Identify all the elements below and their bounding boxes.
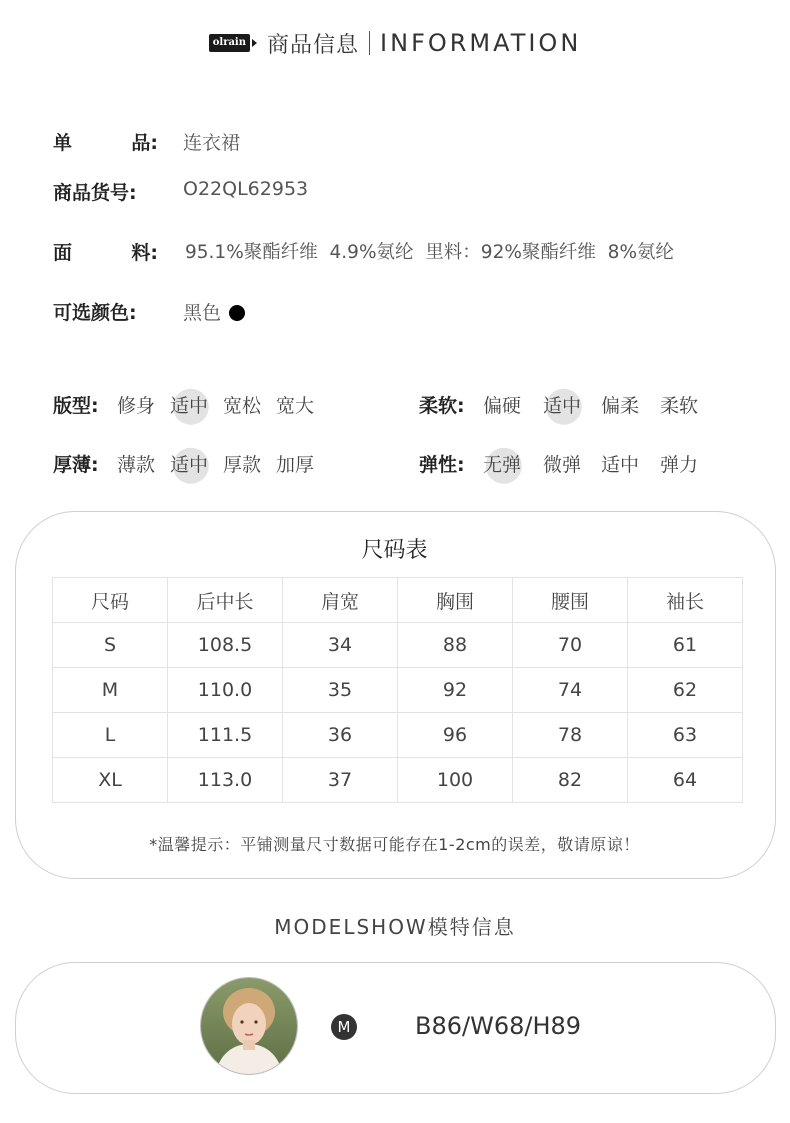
section-header (0, 26, 790, 60)
info-label-part: 料: (131, 242, 158, 264)
table-row (53, 668, 743, 713)
attr-label-elasticity: 弹性: (419, 454, 465, 476)
attr-option: 宽大 (276, 395, 315, 417)
table-row (53, 758, 743, 803)
table-cell: 36 (283, 713, 398, 758)
model-portrait-icon (201, 978, 297, 1074)
table-header-cell: 腰围 (513, 578, 628, 623)
table-cell: 100 (398, 758, 513, 803)
table-cell: 111.5 (168, 713, 283, 758)
table-cell: 34 (283, 623, 398, 668)
info-label-fabric (53, 238, 158, 265)
size-table (52, 577, 743, 803)
info-label-part: 商品货号: (53, 182, 137, 204)
table-cell: 35 (283, 668, 398, 713)
brand-logo (209, 34, 257, 52)
table-cell: M (53, 668, 168, 713)
table-cell: 92 (398, 668, 513, 713)
attr-option: 适中 (601, 454, 640, 476)
table-cell: 74 (513, 668, 628, 713)
table-cell: 70 (513, 623, 628, 668)
header-divider (369, 31, 370, 55)
attr-option: 偏柔 (601, 395, 640, 417)
table-cell: XL (53, 758, 168, 803)
attr-option: 微弹 (543, 454, 582, 476)
table-header-cell: 胸围 (398, 578, 513, 623)
table-cell: 37 (283, 758, 398, 803)
attr-option: 弹力 (660, 454, 699, 476)
attr-label-thickness: 厚薄: (53, 454, 99, 476)
info-label-item (53, 128, 158, 155)
table-cell: 88 (398, 623, 513, 668)
table-cell: 63 (628, 713, 743, 758)
attr-option: 宽松 (223, 395, 262, 417)
table-cell: 62 (628, 668, 743, 713)
color-swatch-black[interactable] (229, 305, 245, 321)
size-chart-note: *温馨提示：平铺测量尺寸数据可能存在1-2cm的误差，敬请原谅！ (149, 835, 640, 854)
table-cell: 108.5 (168, 623, 283, 668)
info-value-color (183, 298, 245, 325)
attr-option-selected: 适中 (543, 391, 581, 418)
table-header-cell: 后中长 (168, 578, 283, 623)
attr-option: 柔软 (660, 395, 699, 417)
color-name: 黑色 (183, 302, 222, 324)
model-measurements: B86/W68/H89 (415, 1012, 582, 1040)
table-row (53, 713, 743, 758)
attr-label-softness: 柔软: (419, 395, 465, 417)
table-cell: L (53, 713, 168, 758)
model-avatar (200, 977, 298, 1075)
info-label-part: 品: (131, 132, 158, 154)
attr-option: 修身 (117, 395, 156, 417)
table-cell: 78 (513, 713, 628, 758)
info-label-part: 可选颜色: (53, 302, 137, 324)
table-header-row (53, 578, 743, 623)
info-label-color (53, 298, 158, 325)
play-arrow-icon (252, 39, 257, 47)
info-value-sku: O22QL62953 (183, 178, 309, 200)
table-cell: 113.0 (168, 758, 283, 803)
model-info-card (15, 962, 776, 1094)
table-cell: S (53, 623, 168, 668)
header-title-cn: 商品信息 (267, 32, 360, 58)
attr-option: 偏硬 (483, 395, 522, 417)
attr-option: 厚款 (223, 454, 262, 476)
table-cell: 110.0 (168, 668, 283, 713)
model-size-badge: M (331, 1014, 357, 1040)
attr-option-selected: 适中 (170, 450, 208, 477)
info-label-part: 单 (53, 132, 73, 154)
table-cell: 82 (513, 758, 628, 803)
info-label-sku (53, 178, 158, 205)
table-cell: 61 (628, 623, 743, 668)
attr-option-selected: 适中 (170, 391, 208, 418)
attr-label-fit: 版型: (53, 395, 99, 417)
size-chart-title: 尺码表 (361, 538, 428, 563)
table-row (53, 623, 743, 668)
attr-option: 加厚 (276, 454, 315, 476)
table-header-cell: 袖长 (628, 578, 743, 623)
table-header-cell: 尺码 (53, 578, 168, 623)
header-title-en: INFORMATION (380, 29, 582, 57)
attr-option-selected: 无弹 (483, 450, 521, 477)
table-cell: 96 (398, 713, 513, 758)
brand-logo-text: olrain (209, 34, 250, 52)
info-value-fabric: 95.1%聚酯纤维 4.9%氨纶 里料：92%聚酯纤维 8%氨纶 (185, 242, 675, 263)
attr-option: 薄款 (117, 454, 156, 476)
model-section-title: MODELSHOW模特信息 (274, 915, 516, 939)
table-cell: 64 (628, 758, 743, 803)
table-header-cell: 肩宽 (283, 578, 398, 623)
info-value-item: 连衣裙 (183, 132, 241, 154)
info-label-part: 面 (53, 242, 73, 264)
